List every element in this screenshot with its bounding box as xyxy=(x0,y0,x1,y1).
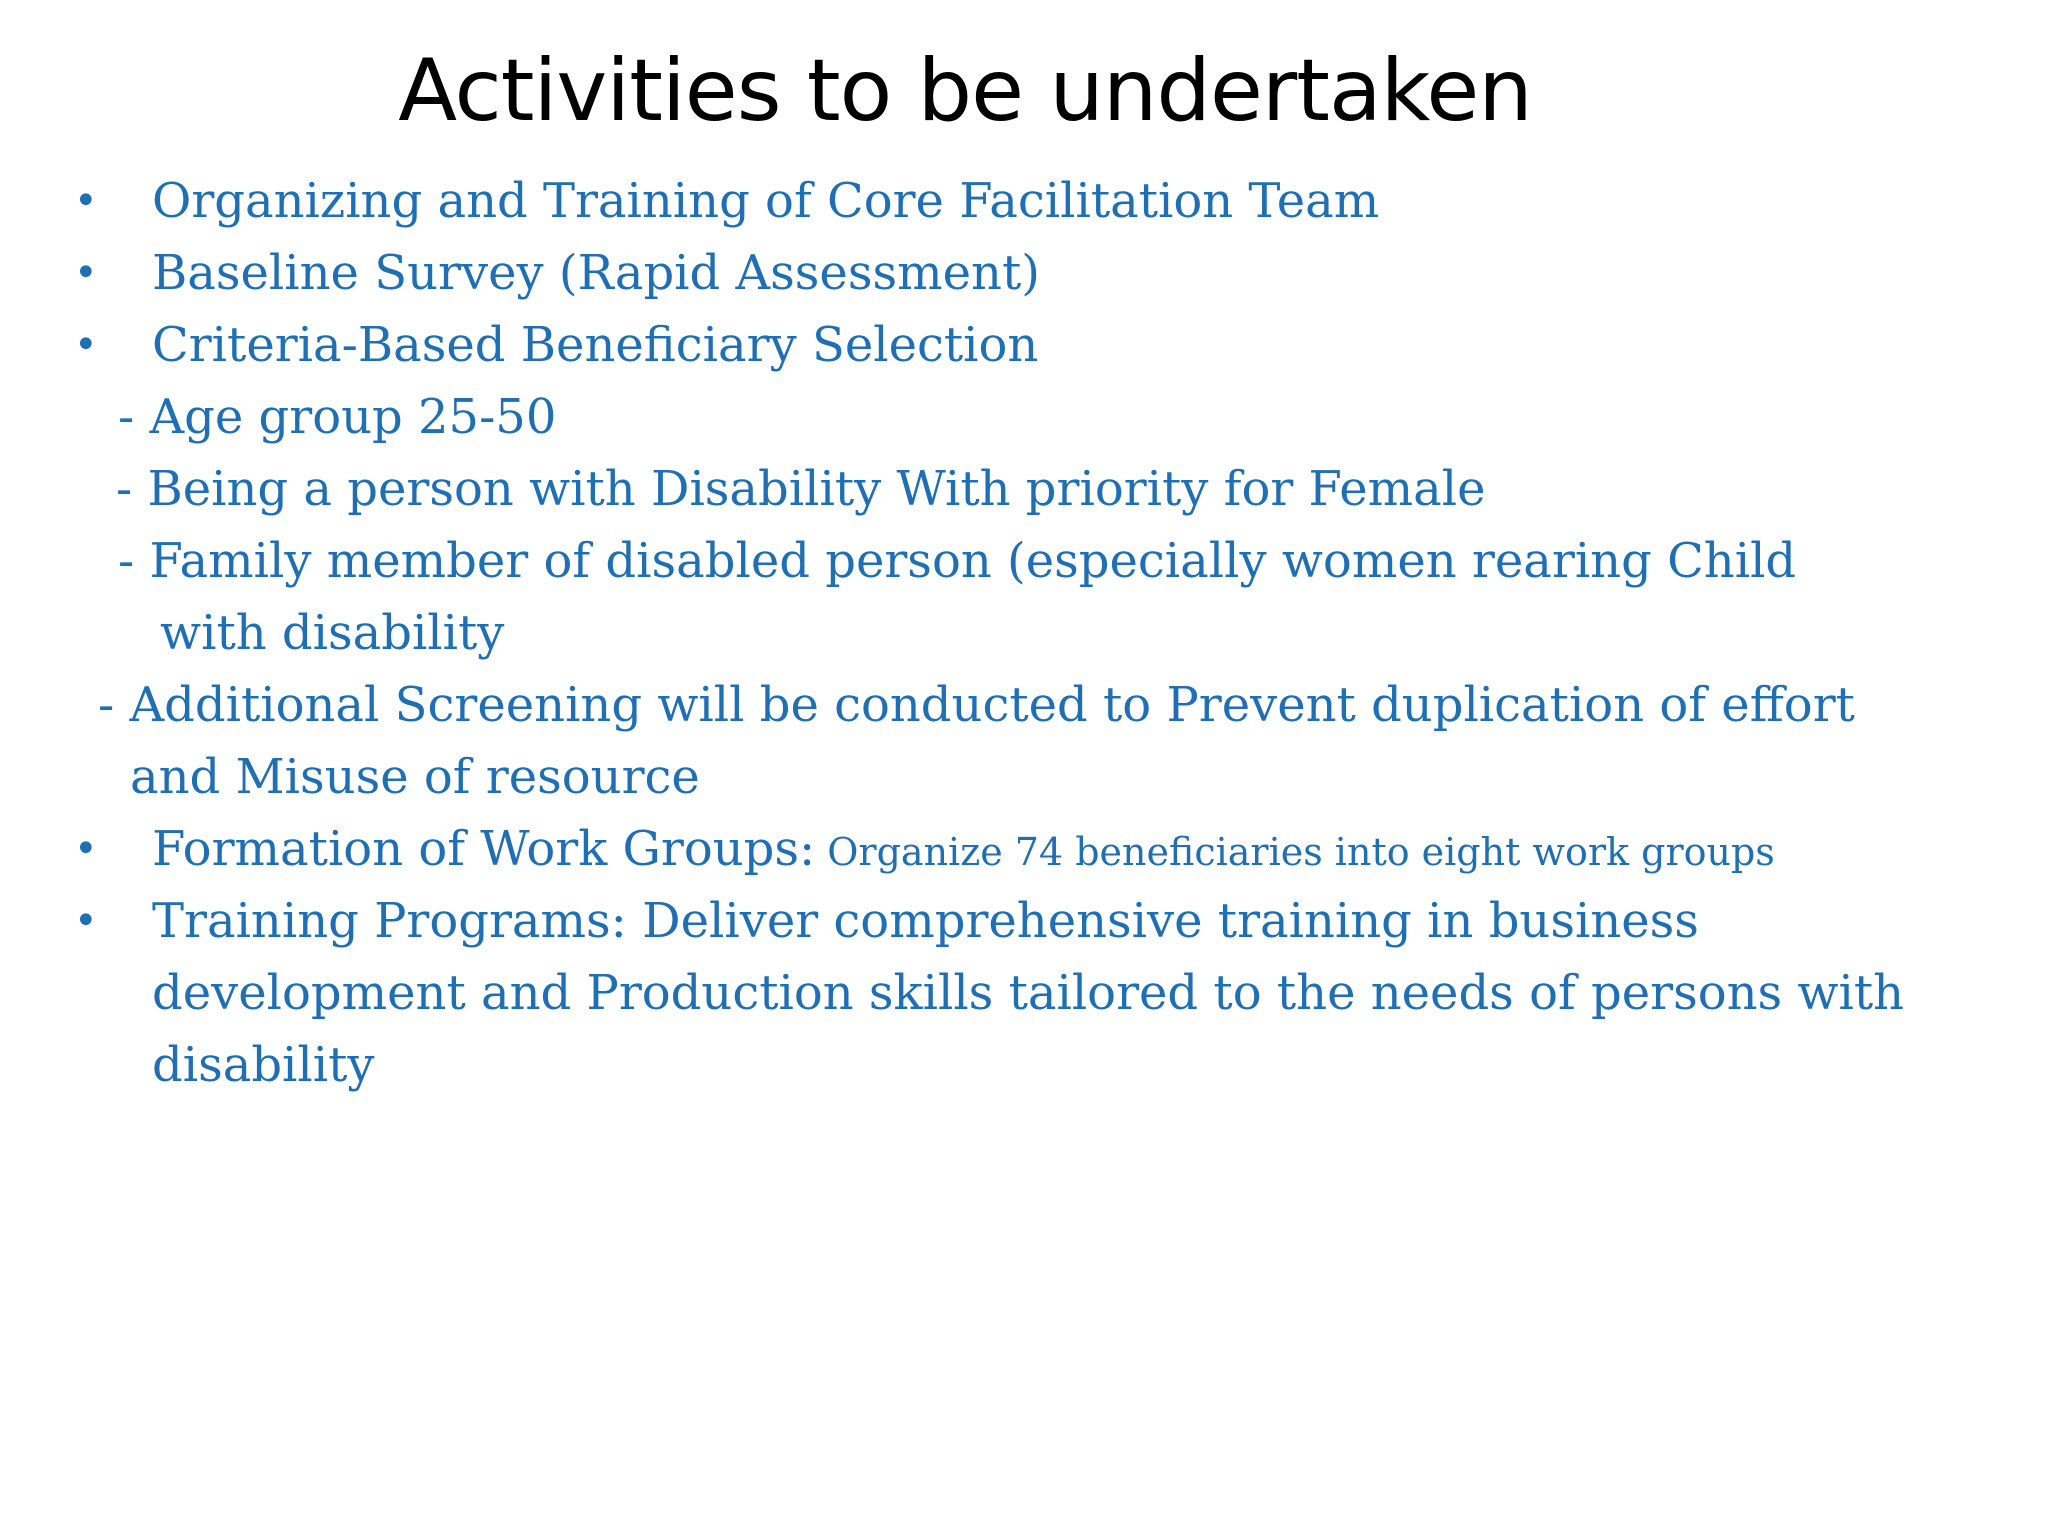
bullet-item-core-team: Organizing and Training of Core Facilitation Team xyxy=(152,173,1380,229)
sub-item-disability-priority: - Being a person with Disability With priority for Female xyxy=(116,461,1486,517)
work-groups-lead: Formation of Work Groups: xyxy=(152,821,816,877)
bullet-item-training-cont-1: development and Production skills tailored to the needs of persons with xyxy=(152,965,1905,1021)
bullet-item-beneficiary-selection: Criteria-Based Beneficiary Selection xyxy=(152,317,1039,373)
bullet-item-work-groups xyxy=(152,819,1775,882)
bullet-icon: • xyxy=(74,250,98,296)
bullet-item-training-cont-2: disability xyxy=(152,1037,375,1093)
bullet-item-baseline-survey: Baseline Survey (Rapid Assessment) xyxy=(152,245,1040,301)
bullet-icon: • xyxy=(74,178,98,224)
slide-title: Activities to be undertaken xyxy=(398,41,1532,141)
bullet-icon: • xyxy=(74,322,98,368)
bullet-item-training: Training Programs: Deliver comprehensive training in business xyxy=(152,893,1699,949)
sub-item-family-member-cont: with disability xyxy=(160,605,505,661)
bullet-icon: • xyxy=(74,898,98,944)
sub-item-additional-screening: - Additional Screening will be conducted to Prevent duplication of effort xyxy=(98,677,1855,733)
sub-item-family-member: - Family member of disabled person (especially women rearing Child xyxy=(118,533,1797,589)
sub-item-additional-screening-cont: and Misuse of resource xyxy=(130,749,700,805)
sub-item-age-group: - Age group 25-50 xyxy=(118,389,557,445)
work-groups-detail: Organize 74 beneficiaries into eight work groups xyxy=(815,830,1775,874)
bullet-icon: • xyxy=(74,826,98,872)
